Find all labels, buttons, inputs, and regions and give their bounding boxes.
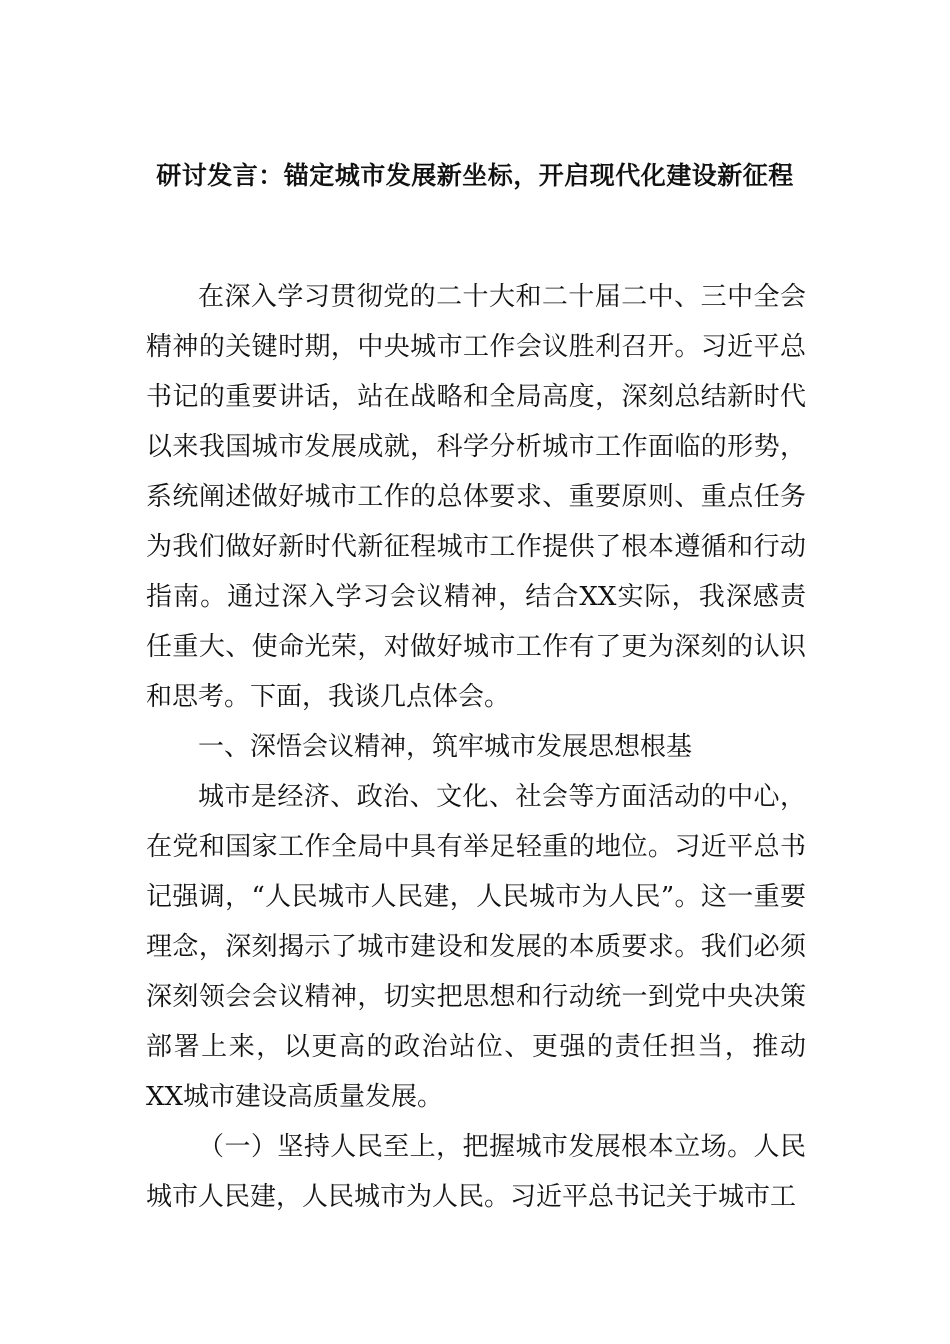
document-body: [146, 272, 806, 1222]
paragraph-section-1: 城市是经济、政治、文化、社会等方面活动的中心，在党和国家工作全局中具有举足轻重的地位。习近平总书记强调，“人民城市人民建，人民城市为人民”。这一重要理念，深刻揭示了城市建设和发展的本质要求。我们必须深刻领会会议精神，切实把思想和行动统一到党中央决策部署上来，以更高的政治站位、更强的责任担当，推动XX城市建设高质量发展。: [146, 782, 806, 1112]
paragraph-intro: 在深入学习贯彻党的二十大和二十届二中、三中全会精神的关键时期，中央城市工作会议胜利召开。习近平总书记的重要讲话，站在战略和全局高度，深刻总结新时代以来我国城市发展成就，科学分析城市工作面临的形势，系统阐述做好城市工作的总体要求、重要原则、重点任务为我们做好新时代新征程城市工作提供了根本遵循和行动指南。通过深入学习会议精神，结合XX实际，我深感责任重大、使命光荣，对做好城市工作有了更为深刻的认识和思考。下面，我谈几点体会。: [146, 282, 806, 712]
section-heading-1: 一、深悟会议精神，筑牢城市发展思想根基: [198, 732, 693, 762]
paragraph-subsection-1: （一）坚持人民至上，把握城市发展根本立场。人民城市人民建，人民城市为人民。习近平总书记关于城市工: [146, 1132, 806, 1212]
document-title: 研讨发言：锚定城市发展新坐标，开启现代化建设新征程: [156, 161, 794, 190]
